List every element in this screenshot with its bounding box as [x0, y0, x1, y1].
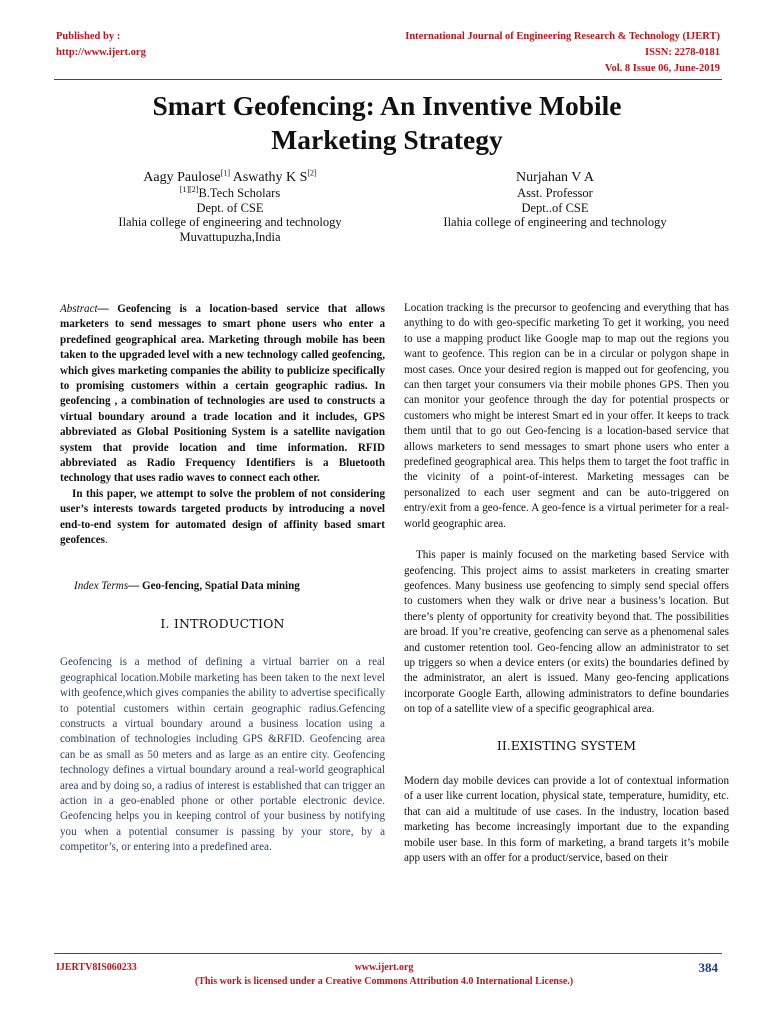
header-divider [54, 79, 722, 80]
introduction-text: Geofencing is a method of defining a virtual barrier on a real geographical location.Mobile marketing has been taken to the next level with geofence,which gives companies the ability to advertise specifically to potential customers within certain geographic radius.Gefencing constructs a virtual boundary around a business location using a combination of technologies including GPS &RFID. Geofencing area can be as small as 50 meters and as large as an entire city. Geofencing technology defines a virtual boundary around a real-world geographical area and by doing so, a radius of interest is established that can trigger an action in a geo-enabled phone or other portable electronic device. Geofencing helps you in keeping control of your business by notifying you when a potential consumer is passing by your store, by a competitor’s, or entering into a predefined area. [60, 656, 386, 854]
author-name-2: Aswathy K S [229, 170, 308, 185]
right-column [404, 301, 729, 866]
author-names-left [80, 170, 380, 186]
index-terms [60, 579, 385, 594]
existing-system-text: Modern day mobile devices can provide a lot of contextual information of a user like current location, physical state, temperature, humidity, etc. that can aid a multitude of use cases. In the industry, location based marketing has become increasingly important due to the expanding mobile user base. In this form of marketing, a brand targets it’s mobile app users with an offer for a product/service, based on their [404, 774, 729, 864]
journal-issn: ISSN: 2278-0181 [645, 47, 720, 58]
abstract-label: Abstract [60, 303, 98, 315]
title-line-1: Smart Geofencing: An Inventive Mobile [152, 90, 622, 121]
footer-license: (This work is licensed under a Creative Commons Attribution 4.0 International License.) [194, 976, 574, 987]
author-name-right: Nurjahan V A [515, 170, 595, 185]
abstract-text-2: In this paper, we attempt to solve the problem of not considering user’s interests towards targeted products by introducing a novel end-to-end system for automated design of affinity based smart geofences [60, 487, 385, 547]
author-block-right [390, 170, 720, 230]
section-heading-introduction: I. INTRODUCTION [160, 615, 285, 631]
author-name-1: Aagy Paulose [143, 170, 221, 185]
publisher-block [56, 29, 146, 61]
journal-block [405, 29, 720, 77]
abstract-dash: — [97, 303, 118, 315]
published-by-label: Published by : [56, 31, 121, 42]
author-sup-1: [1] [220, 168, 230, 178]
abstract-text: Geofencing is a location-based service that allows marketers to send messages to smart phone users who enter a predefined geographical area. Marketing through mobile has been taken to the upgraded level with a new technology called geofencing, which gives marketing companies the ability to publicize specifically to promising customers within a certain geographic radius. In geofencing , a combination of technologies are used to constructs a virtual boundary around a trade location and it includes, GPS abbreviated as Global Positioning System is a satellite navigation system that provide location and time information. RFID abbreviated as Radio Frequency Identifiers is a Bluetooth technology that uses radio waves to connect each other. [60, 303, 385, 485]
paper-title [60, 89, 714, 157]
author-college-right: Ilahia college of engineering and technology [443, 215, 667, 229]
index-terms-text: — Geo-fencing, Spatial Data mining [128, 579, 300, 592]
author-sup-2: [2] [307, 168, 317, 178]
publisher-website-link[interactable]: http://www.ijert.org [56, 47, 146, 58]
section-heading-existing-system: II.EXISTING SYSTEM [496, 737, 637, 753]
author-block-left [80, 170, 380, 244]
footer-website-link[interactable]: www.ijert.org [354, 962, 414, 973]
author-location-left: Muvattupuzha,India [179, 229, 281, 244]
author-dept-left: Dept. of CSE [196, 200, 264, 215]
author-role-right: Asst. Professor [517, 186, 593, 200]
title-line-2: Marketing Strategy [271, 124, 503, 155]
paper-focus-paragraph: This paper is mainly focused on the marketing based Service with geofencing. This project aims to assist marketers in creating smarter geofences. Many business use geofencing to simply send special offers to customers when they walk or drive near a business’s location. But there’s plenty of opportunity for creativity beyond that. The possibilities are broad. If you’re creative, geofencing can serve as a phenomenal sales and customer retention tool. Geo-fencing allow an administrator to set up triggers so when a device enters (or exits) the boundaries defined by the administrator, an alert is issued. Many geo-fencing applications incorporate Google Earth, allowing administrators to define boundaries on top of a satellite view of a specific geographical area. [404, 549, 729, 716]
footer-paper-id: IJERTV8IS060233 [56, 962, 137, 973]
journal-volume: Vol. 8 Issue 06, June-2019 [604, 63, 720, 74]
author-college-left: Ilahia college of engineering and technology [118, 215, 342, 229]
author-role-sup: [1][2] [179, 184, 199, 194]
location-tracking-paragraph: Location tracking is the precursor to geofencing and everything that has anything to do with geo-specific marketing To get it working, you need to use a mapping product like Google map to map out the regions you want to geofence. This region can be in a circular or polygon shape in most cases. Once your desired region is mapped out for geofencing, you can then target your consumers via their mobile phones GPS. Then you can monitor your geofence through the day for potential prospects or customers who might be interest Smart ed in your offer. It keeps to track them until that to go out Geo-fencing is a location-based service that allows marketers to send messages to smart phone users who enter a predefined geographical area. This helps them to target the foot traffic in the vicinity of a point-of-interest. Marketing messages can be personalized to each user segment and can be auto-triggered on entry/exit from a geo-fence. A geo-fence is a virtual perimeter for a real-world geographic area. [404, 302, 729, 530]
journal-name: International Journal of Engineering Research & Technology (IJERT) [405, 31, 720, 42]
abstract-text-2-end: . [104, 534, 108, 547]
author-role-left [80, 186, 380, 201]
footer-divider [54, 953, 722, 954]
author-dept-right: Dept..of CSE [521, 200, 589, 215]
left-column [60, 302, 385, 856]
author-role-text: B.Tech Scholars [198, 186, 281, 200]
paragraph-gap [404, 532, 729, 548]
abstract-paragraph-2 [60, 487, 385, 549]
page-number: 384 [698, 960, 718, 975]
abstract-paragraph [60, 302, 385, 487]
index-terms-label: Index Terms [74, 579, 129, 592]
